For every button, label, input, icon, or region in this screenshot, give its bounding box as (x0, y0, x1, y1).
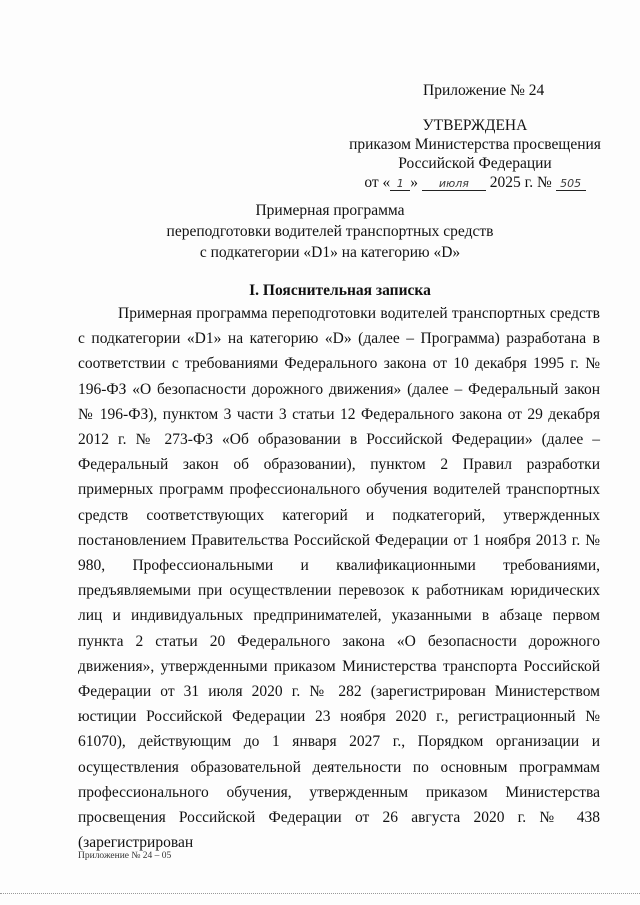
program-title-line-1: Примерная программа (255, 202, 405, 219)
program-title-line-2: переподготовки водителей транспортных средств (166, 223, 494, 240)
handwritten-month: июля (422, 177, 486, 191)
handwritten-order-number: 505 (556, 177, 586, 191)
body-paragraph: Примерная программа переподготовки водителей транспортных средств с подкатегории «D1» на категорию «D» (далее – Программа) разработана в соответствии с требованиями Федерального закона от 10 декабря 1995 г. № 196-ФЗ «О безопасности дорожного движения» (далее – Федеральный закон № 196-ФЗ), пунктом 3 части 3 статьи 12 Федерального закона от 29 декабря 2012 г. № 273-ФЗ «Об образовании в Российской Федерации» (далее – Федеральный закон об образовании), пунктом 2 Правил разработки примерных программ профессионального обучения водителей транспортных средств соответствующих категорий и подкатегорий, утвержденных постановлением Правительства Российской Федерации от 1 ноября 2013 г. № 980, Профессиональными и квалификационными требованиями, предъявляемыми при осуществлении перевозок к работникам юридических лиц и индивидуальных предпринимателей, указанными в абзаце первом пункта 2 статьи 20 Федерального закона «О безопасности дорожного движения», утвержденными приказом Министерства транспорта Российской Федерации от 31 июля 2020 г. № 282 (зарегистрирован Министерством юстиции Российской Федерации 23 ноября 2020 г., регистрационный № 61070), действующим до 1 января 2027 г., Порядком организации и осуществления образовательной деятельности по основным программам профессионального обучения, утвержденным приказом Министерства просвещения Российской Федерации от 26 августа 2020 г. № 438 (зарегистрирован (78, 305, 600, 852)
date-prefix: от « (364, 174, 391, 191)
page-footer: Приложение № 24 – 05 (78, 851, 172, 861)
date-mid: » (410, 174, 419, 191)
date-year: 2025 г. № (489, 174, 552, 191)
appendix-label: Приложение № 24 (423, 82, 545, 99)
bottom-divider (0, 893, 640, 894)
approved-label: УТВЕРЖДЕНА (422, 117, 528, 134)
section-title: I. Пояснительная записка (249, 282, 431, 299)
order-line-2: Российской Федерации (398, 155, 552, 172)
order-line-1: приказом Министерства просвещения (349, 136, 601, 153)
program-title (80, 200, 580, 263)
order-date-line (330, 173, 620, 192)
handwritten-day: 1 (390, 177, 410, 191)
approval-block (330, 116, 620, 192)
program-title-line-3: с подкатегории «D1» на категорию «D» (199, 244, 461, 261)
